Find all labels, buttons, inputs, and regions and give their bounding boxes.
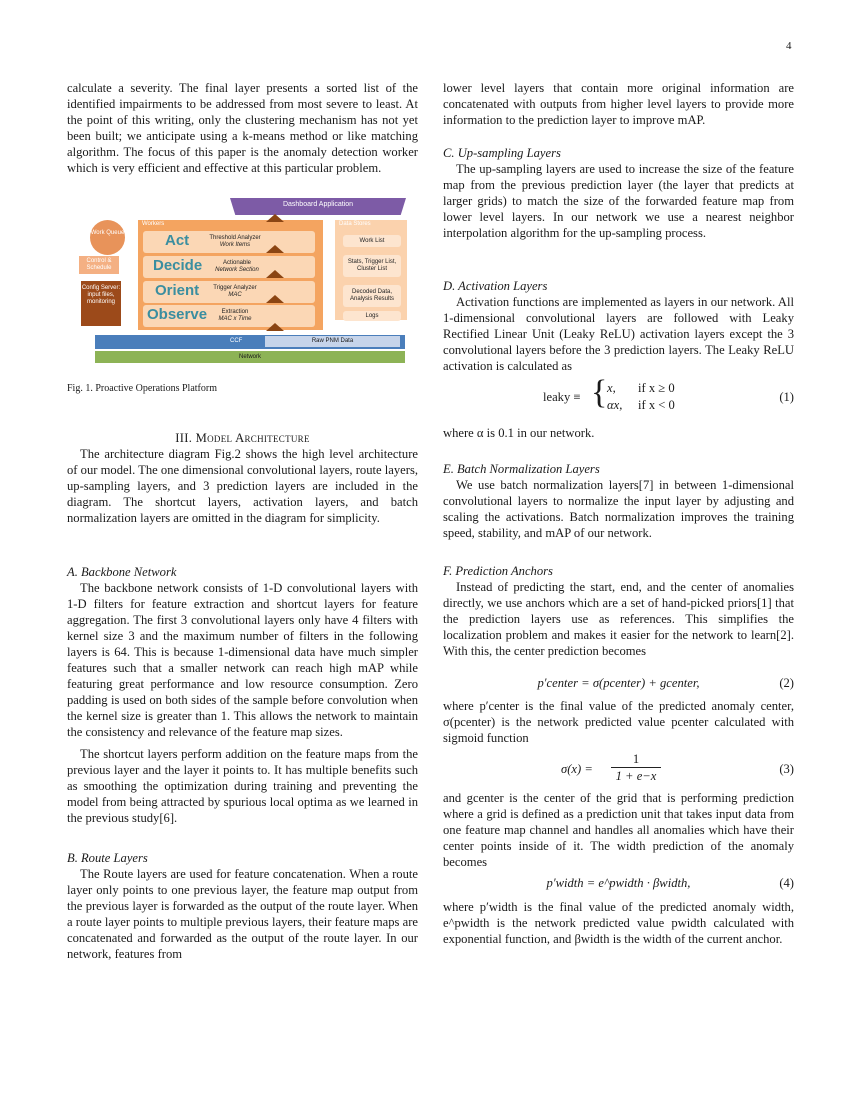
- equation-1: [443, 374, 794, 414]
- subsection-heading: A. Backbone Network: [67, 565, 177, 579]
- control-label: Control & Schedule: [86, 258, 112, 271]
- paragraph-text: The architecture diagram Fig.2 shows the high level architecture of our model. The one dimensional convolutional layers, route layers, up-sampling layers, and 3 prediction layers are included in the diagram. The shortcut layers, activation layers, and batch normalization layers are omitted in the diagram for simplicity.: [67, 447, 418, 525]
- equation-3: [443, 752, 794, 786]
- work-queue-label: Work Queue: [90, 230, 125, 236]
- eq1-lhs: leaky ≡: [543, 390, 581, 404]
- paragraph-text: We use batch normalization layers[7] in between 1-dimensional convolutional layers to normalize the input layer by adjusting and scaling the activations. Batch normalization improves the training speed, stability, and mAP of our network.: [443, 478, 794, 540]
- paragraph: [443, 161, 794, 241]
- work-queue-circle: [90, 220, 125, 255]
- data-stores-label: Data Stores: [339, 221, 371, 227]
- subsection-heading: B. Route Layers: [67, 851, 148, 865]
- observe-label: Observe: [147, 306, 208, 323]
- decide-desc: Actionable Network Section: [215, 260, 259, 273]
- workers-label: Workers: [142, 221, 165, 227]
- paragraph: [67, 446, 418, 526]
- paragraph-text: The shortcut layers perform addition on the feature maps from the previous layer and the layer it points to. It has multiple benefits such as smoothing the optimization during training and preventing the model from being attracted by spurious local optima as we learned in the previous study[6].: [67, 747, 418, 825]
- raw-pnm-label: Raw PNM Data: [265, 336, 400, 347]
- paragraph-text: lower level layers that contain more original information are concatenated with outputs from higher level layers to provide more information to the prediction layer to improve mAP.: [443, 81, 794, 127]
- orient-label: Orient: [155, 282, 200, 299]
- paragraph: [67, 580, 418, 740]
- equation-4: [443, 876, 794, 894]
- paragraph-text: Instead of predicting the start, end, and the center of anomalies directly, we use anchors which are a set of hand-picked priors[1] that the prediction layers use as references. This simplifies the localization problem and makes it easier for the network to learn[2]. With this, the center prediction becomes: [443, 580, 794, 658]
- eq2-expression: p′center = σ(pcenter) + gcenter,: [537, 676, 700, 690]
- arrow-up-icon: [266, 270, 284, 278]
- equation-number: (3): [779, 762, 794, 776]
- paragraph-text: Activation functions are implemented as layers in our network. All 1-dimensional convolutional layers are followed with Leaky Rectified Linear Unit (Leaky ReLU) activation layers except the 3 convolutional layers before the 3 prediction layers. The Leaky ReLU activation is calculated as: [443, 295, 794, 373]
- store-decoded-label: Decoded Data, Analysis Results: [349, 289, 394, 302]
- paragraph-text: The Route layers are used for feature concatenation. When a route layer only points to one previous layer, the feature map output from the previous layer is forwarded as the output of the route layer. When a route layer points to multiple previous layers, their feature maps are concatenated and forwarded as the output of the route layer. In our network, features from: [67, 867, 418, 961]
- act-desc: Threshold Analyzer Work Items: [209, 235, 261, 248]
- subsection-heading: D. Activation Layers: [443, 279, 548, 293]
- equation-2: [443, 676, 794, 694]
- paragraph: [443, 477, 794, 541]
- paragraph: [67, 866, 418, 962]
- dashboard-label: Dashboard Application: [282, 201, 354, 208]
- network-bar: Network: [95, 351, 405, 363]
- eq1-case2: αx,: [607, 398, 623, 412]
- section-title: Model Architecture: [195, 431, 310, 445]
- paragraph: [443, 294, 794, 374]
- arrow-up-icon: [266, 245, 284, 253]
- paragraph-text: calculate a severity. The final layer presents a sorted list of the identified impairments to be addressed from most severe to least. At the point of this writing, only the clustering mechanism has not yet been built; we anticipate using a k-means method or like matching algorithm. The focus of this paper is the anomaly detection worker which is very efficient and effective at this particular problem.: [67, 81, 418, 175]
- section-number: III.: [175, 431, 196, 445]
- eq3-lhs: σ(x) =: [561, 762, 593, 776]
- figure-caption: Fig. 1. Proactive Operations Platform: [67, 383, 217, 394]
- paragraph-text: The up-sampling layers are used to increase the size of the feature map from the previous prediction layer (the layer that predicts at larger grids) to match the size of the forwarded feature map from lower level layers. In our network we use a nearest neighbor interpolation algorithm for the up-sampling process.: [443, 162, 794, 240]
- paragraph: [443, 80, 794, 128]
- store-logs-label: Logs: [365, 313, 379, 319]
- eq4-expression: p′width = e^pwidth · βwidth,: [546, 876, 691, 890]
- arrow-up-icon: [266, 323, 284, 331]
- brace-icon: {: [591, 374, 608, 411]
- subsection-heading: C. Up-sampling Layers: [443, 146, 561, 160]
- paragraph-text: The backbone network consists of 1-D convolutional layers with 1-D filters for feature extraction and shortcut layers for feature aggregation. The first 3 convolutional layers only have 4 filters with kernel size 3 and the maximum number of filters in the following layers is 64. This is because 1-dimensional data have much simpler features such that a smaller network can reach high mAP while featuring great performance and low resource consumption. Zero padding is used on both sides of the sample before convolution when the kernel size is greater than 1. This allows the network to maintain the consistency and relevance of the feature map sizes.: [67, 581, 418, 739]
- eq3-numerator: 1: [611, 752, 661, 768]
- store-stats-label: Stats, Trigger List, Cluster List: [347, 259, 397, 272]
- arrow-up-icon: [266, 295, 284, 303]
- paragraph: where α is 0.1 in our network.: [443, 426, 595, 440]
- eq1-case1: x,: [607, 381, 616, 395]
- subsection-heading: F. Prediction Anchors: [443, 564, 553, 578]
- paragraph: [443, 579, 794, 659]
- paragraph: where p′width is the final value of the predicted anomaly width, e^pwidth is the network predicted value pwidth calculated with exponential function, and βwidth is the width of the current anchor.: [443, 900, 794, 946]
- eq1-cond1: if x ≥ 0: [638, 381, 675, 395]
- paragraph: where p′center is the final value of the predicted anomaly center, σ(pcenter) is the network predicted value pcenter calculated with sigmoid function: [443, 699, 794, 745]
- config-label: Config Server: input files, monitoring: [81, 285, 121, 305]
- subsection-heading: E. Batch Normalization Layers: [443, 462, 600, 476]
- act-label: Act: [165, 232, 190, 249]
- paragraph: and gcenter is the center of the grid that is performing prediction where a grid is defined as a prediction unit that takes input data from one feature map channel and handles all anomalies which have their center points inside of it. The width prediction of the anomaly becomes: [443, 791, 794, 869]
- equation-number: (4): [779, 876, 794, 890]
- figure-proactive-operations-platform: [75, 195, 415, 370]
- orient-desc: Trigger Analyzer MAC: [213, 285, 257, 298]
- paragraph: [67, 80, 418, 176]
- paragraph: [67, 746, 418, 826]
- equation-number: (1): [779, 390, 794, 404]
- eq1-cond2: if x < 0: [638, 398, 675, 412]
- store-work-list-label: Work List: [359, 238, 385, 244]
- section-heading: [67, 430, 418, 446]
- eq3-denominator: 1 + e−x: [615, 769, 657, 783]
- page-number: 4: [786, 40, 792, 52]
- ccf-label: CCF: [230, 338, 243, 344]
- observe-desc: Extraction MAC x Time: [218, 309, 252, 322]
- arrow-up-icon: [266, 214, 284, 222]
- equation-number: (2): [779, 676, 794, 690]
- decide-label: Decide: [153, 257, 203, 274]
